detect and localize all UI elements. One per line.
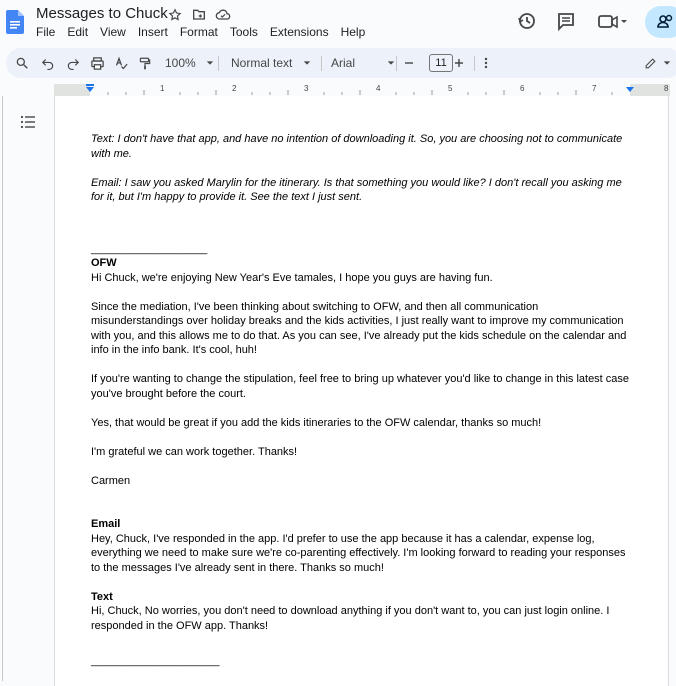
- paragraph-style-select[interactable]: [231, 48, 311, 78]
- editing-mode-button[interactable]: [644, 48, 671, 78]
- cloud-saved-icon[interactable]: [214, 6, 232, 24]
- menu-extensions[interactable]: Extensions: [269, 25, 329, 39]
- menu-format[interactable]: Format: [179, 25, 218, 39]
- title-bar: [0, 0, 676, 44]
- document-title[interactable]: Messages to Chuck: [36, 5, 168, 22]
- chevron-down-icon: [663, 59, 671, 67]
- paragraph: with you, and this allows me to do that. As you can see, I've already put the kids schedule on the calendar and: [91, 329, 627, 342]
- signature: Carmen: [91, 474, 131, 487]
- share-button[interactable]: [645, 6, 676, 38]
- star-icon[interactable]: [166, 6, 184, 24]
- toolbar: [6, 48, 676, 78]
- chevron-down-icon: [387, 59, 395, 67]
- section-heading-text: Text: [91, 590, 113, 603]
- menu-file[interactable]: File: [36, 25, 56, 39]
- paragraph: Since the mediation, I've been thinking about switching to OFW, and then all communication: [91, 300, 539, 313]
- paragraph: for it, but I'm happy to provide it. See the text I just sent.: [91, 191, 363, 203]
- menu-help[interactable]: Help: [340, 25, 366, 39]
- comments-icon[interactable]: [556, 8, 576, 36]
- undo-icon[interactable]: [41, 48, 55, 78]
- redo-icon[interactable]: [66, 48, 80, 78]
- paragraph: Hi Chuck, we're enjoying New Year's Eve tamales, I hope you guys are having fun.: [91, 271, 493, 284]
- section-heading-ofw: OFW: [91, 257, 117, 269]
- search-menus-icon[interactable]: [15, 48, 29, 78]
- zoom-select[interactable]: [165, 48, 214, 78]
- menu-bar: [30, 25, 371, 39]
- font-size-input[interactable]: 11: [429, 54, 453, 72]
- ruler-label: 8: [664, 84, 669, 93]
- meet-video-icon[interactable]: [597, 8, 629, 36]
- spelling-check-icon[interactable]: [114, 48, 129, 78]
- document-outline-icon[interactable]: [20, 114, 36, 130]
- vertical-ruler[interactable]: [0, 96, 3, 681]
- paragraph: Hey, Chuck, I've responded in the app. I'd prefer to use the app because it has a calendar, expense log,: [91, 532, 595, 545]
- version-history-icon[interactable]: [517, 8, 537, 36]
- move-to-folder-icon[interactable]: [190, 6, 208, 24]
- paragraph: info in the info bank. It's cool, huh!: [91, 344, 257, 356]
- ruler-ticks: [0, 84, 676, 96]
- paragraph: I'm grateful we can work together. Thanks!: [91, 445, 298, 458]
- chevron-down-icon: [206, 59, 214, 67]
- ruler-label: 6: [520, 84, 525, 93]
- paragraph: to the messages I've already sent in there. Thanks so much!: [91, 561, 384, 574]
- paragraph: responded in the OFW app. Thanks!: [91, 619, 269, 632]
- ruler-label: 5: [448, 84, 453, 93]
- print-icon[interactable]: [90, 48, 105, 78]
- paragraph: Yes, that would be great if you add the kids itineraries to the OFW calendar, thanks so much!: [91, 416, 542, 429]
- menu-tools[interactable]: Tools: [229, 25, 258, 39]
- zoom-value: 100%: [165, 56, 196, 70]
- docs-logo-icon[interactable]: [6, 10, 24, 34]
- document-body[interactable]: [91, 132, 631, 668]
- paragraph: misunderstandings over holiday breaks and the kids activities, I just really want to improve my communication: [91, 315, 624, 327]
- paragraph: everything we need to make sure we're co-parenting effectively. I'm looking forward to reading your responses: [91, 547, 626, 559]
- ruler-label: 3: [304, 84, 309, 93]
- paint-format-icon[interactable]: [138, 48, 152, 78]
- paragraph: Hi, Chuck, No worries, you don't need to download anything if you don't want to, you can just login online. I: [91, 605, 610, 617]
- ruler-label: 2: [232, 84, 237, 93]
- separator-line: _____________________: [91, 654, 220, 667]
- right-indent-marker: [626, 87, 634, 92]
- paragraph: you've brought before the court.: [91, 387, 246, 400]
- paragraph: If you're wanting to change the stipulation, feel free to bring up whatever you'd like to change in this latest case: [91, 373, 630, 385]
- menu-view[interactable]: View: [100, 25, 126, 39]
- pencil-icon: [644, 57, 657, 70]
- paragraph: Text: I don't have that app, and have no intention of downloading it. So, you are choosing not to communicate: [91, 133, 623, 145]
- share-people-icon: [655, 6, 675, 38]
- first-line-indent-marker: [86, 84, 94, 86]
- ruler-label: 7: [592, 84, 597, 93]
- menu-edit[interactable]: Edit: [67, 25, 89, 39]
- section-heading-email: Email: [91, 518, 121, 530]
- paragraph-style-value: Normal text: [231, 56, 293, 70]
- font-value: Arial: [331, 56, 356, 70]
- paragraph: Email: I saw you asked Marylin for the itinerary. Is that something you would like? I don't recall you asking me: [91, 176, 622, 189]
- paragraph: with me.: [91, 147, 132, 160]
- decrease-font-size-button[interactable]: [404, 48, 414, 78]
- ruler-label: 4: [376, 84, 381, 93]
- increase-font-size-button[interactable]: [454, 48, 464, 78]
- more-options-icon[interactable]: [484, 48, 488, 78]
- left-indent-marker: [86, 87, 94, 92]
- font-select[interactable]: [331, 48, 395, 78]
- menu-insert[interactable]: Insert: [137, 25, 168, 39]
- separator-line: ___________________: [91, 242, 208, 255]
- chevron-down-icon: [303, 59, 311, 67]
- horizontal-ruler[interactable]: [0, 84, 676, 96]
- ruler-label: 1: [160, 84, 165, 93]
